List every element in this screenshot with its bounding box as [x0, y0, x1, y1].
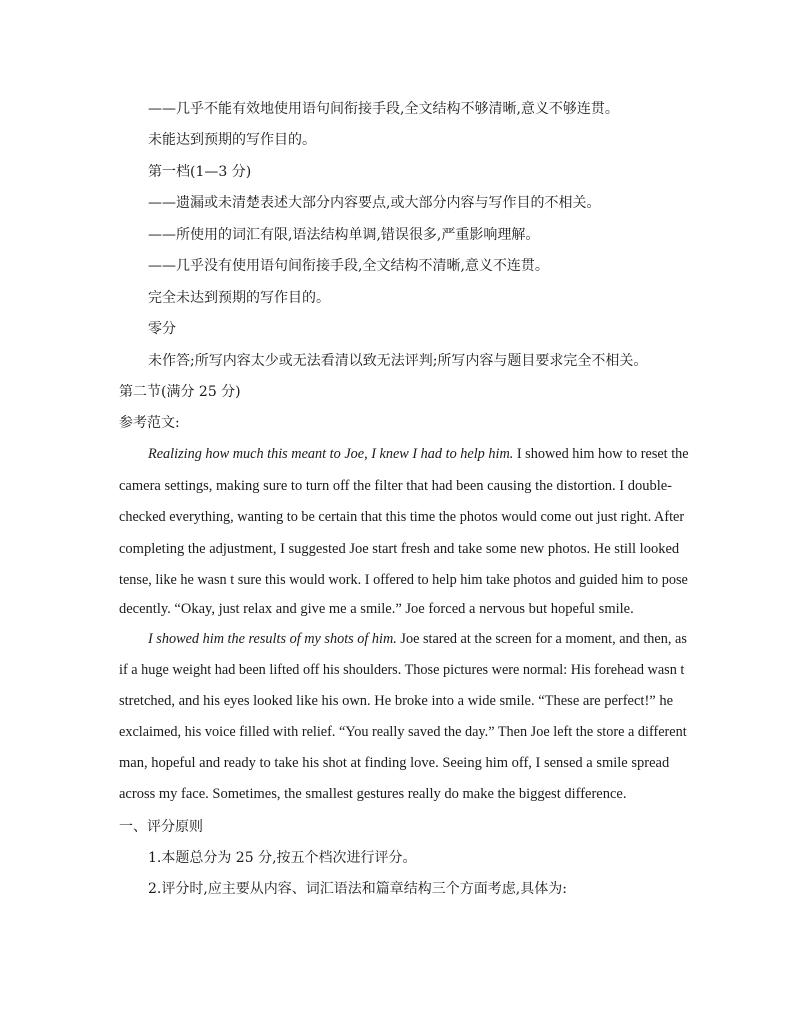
essay-line: man, hopeful and ready to take his shot at finding love. Seeing him off, I sensed a smile spread — [119, 755, 670, 771]
grade-heading: 零分 — [148, 321, 176, 337]
essay-line: across my face. Sometimes, the smallest gestures really do make the biggest difference. — [119, 786, 627, 802]
essay-line — [148, 445, 689, 463]
essay-line — [148, 630, 687, 648]
essay-line: camera settings, making sure to turn off the filter that had been causing the distortion. I double- — [119, 478, 672, 494]
section-heading: 第二节(满分 25 分) — [119, 384, 241, 400]
essay-text: I showed him how to reset the — [513, 446, 689, 462]
principles-heading: 一、评分原则 — [119, 819, 203, 835]
principle-item: 2.评分时,应主要从内容、词汇语法和篇章结构三个方面考虑,具体为: — [148, 881, 567, 897]
essay-line: stretched, and his eyes looked like his own. He broke into a wide smile. “These are perfect!” he — [119, 693, 674, 709]
paragraph-lead-sentence: I showed him the results of my shots of him. — [148, 631, 397, 647]
scoring-line: ——几乎没有使用语句间衔接手段,全文结构不清晰,意义不连贯。 — [148, 258, 549, 274]
scoring-line: ——几乎不能有效地使用语句间衔接手段,全文结构不够清晰,意义不够连贯。 — [148, 101, 619, 117]
scoring-line: ——遗漏或未清楚表述大部分内容要点,或大部分内容与写作目的不相关。 — [148, 195, 601, 211]
essay-line: decently. “Okay, just relax and give me a smile.” Joe forced a nervous but hopeful smile. — [119, 601, 634, 617]
scoring-line: 未能达到预期的写作目的。 — [148, 132, 316, 148]
scoring-line: ——所使用的词汇有限,语法结构单调,错误很多,严重影响理解。 — [148, 227, 540, 243]
sample-label: 参考范文: — [119, 415, 180, 431]
essay-line: exclaimed, his voice filled with relief. “You really saved the day.” Then Joe left the store a different — [119, 724, 687, 740]
paragraph-lead-sentence: Realizing how much this meant to Joe, I knew I had to help him. — [148, 446, 514, 462]
grade-heading: 第一档(1—3 分) — [148, 164, 252, 180]
principle-item: 1.本题总分为 25 分,按五个档次进行评分。 — [148, 850, 417, 866]
essay-line: checked everything, wanting to be certain that this time the photos would come out just right. After — [119, 509, 685, 525]
scoring-line: 未作答;所写内容太少或无法看清以致无法评判;所写内容与题目要求完全不相关。 — [148, 353, 648, 369]
essay-line: completing the adjustment, I suggested Joe start fresh and take some new photos. He still looked — [119, 541, 680, 557]
scoring-line: 完全未达到预期的写作目的。 — [148, 290, 330, 306]
essay-text: Joe stared at the screen for a moment, and then, as — [396, 631, 687, 647]
essay-line: if a huge weight had been lifted off his shoulders. Those pictures were normal: His forehead wasn t — [119, 662, 685, 678]
essay-line: tense, like he wasn t sure this would work. I offered to help him take photos and guided him to pose — [119, 572, 688, 588]
